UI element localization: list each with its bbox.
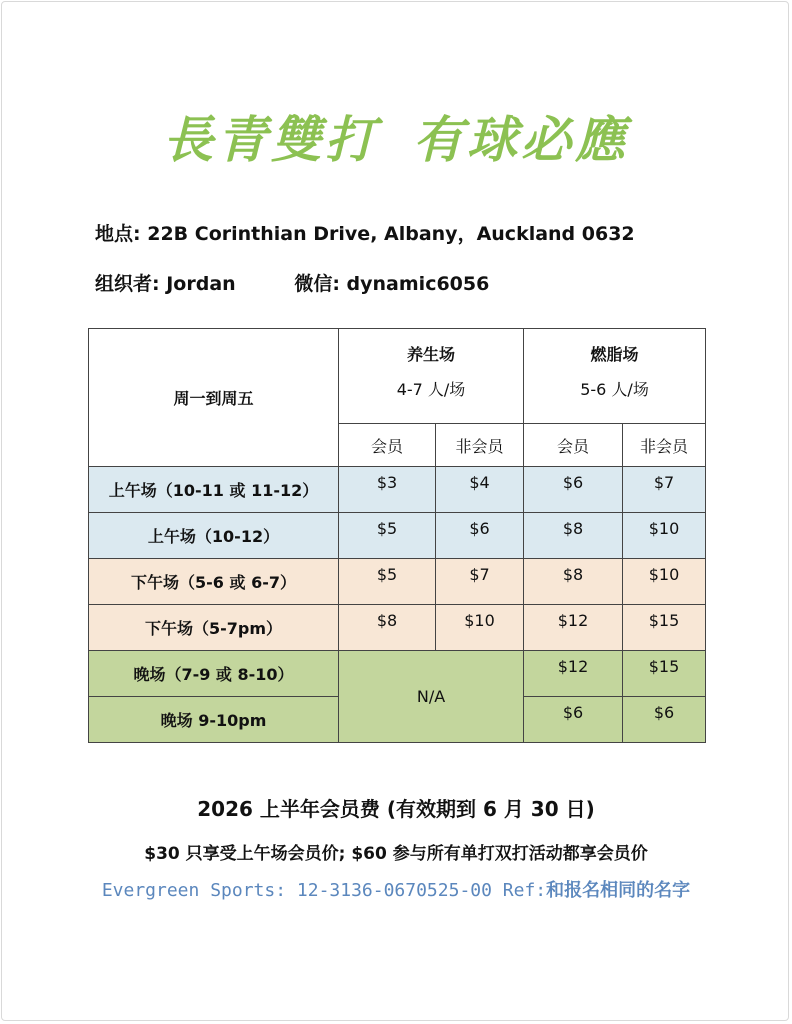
price-cell: $15 [623, 651, 706, 697]
location-label: 地点: [95, 223, 141, 245]
price-cell: $5 [339, 513, 436, 559]
table-row [89, 467, 706, 513]
price-table [88, 328, 706, 743]
price-cell: $12 [524, 651, 623, 697]
price-cell: $3 [339, 467, 436, 513]
membership-fee-detail: $30 只享受上午场会员价; $60 参与所有单打双打活动都享会员价 [144, 844, 648, 864]
price-cell: $6 [524, 697, 623, 743]
row-label: 晚场（7-9 或 8-10） [89, 651, 339, 697]
price-cell: $7 [436, 559, 524, 605]
title-part-1: 長青雙打 [163, 110, 379, 169]
bank-reference: 和报名相同的名字 [546, 880, 691, 901]
header-non-member: 非会员 [436, 424, 524, 467]
organizer-value: Jordan [166, 273, 236, 295]
group-wellness-name: 养生场 [339, 329, 524, 378]
row-label: 下午场（5-7pm） [89, 605, 339, 651]
table-row [89, 559, 706, 605]
header-member: 会员 [524, 424, 623, 467]
wechat-value: dynamic6056 [346, 273, 490, 295]
table-row [89, 605, 706, 651]
table-corner: 周一到周五 [89, 329, 339, 467]
header-member: 会员 [339, 424, 436, 467]
row-label: 上午场（10-11 或 11-12） [89, 467, 339, 513]
group-wellness-capacity: 4-7 人/场 [339, 377, 524, 424]
price-cell: $8 [339, 605, 436, 651]
wechat-label: 微信: [294, 273, 340, 295]
na-cell: N/A [339, 651, 524, 743]
price-cell: $6 [623, 697, 706, 743]
price-cell: $5 [339, 559, 436, 605]
bank-account-line [0, 876, 792, 902]
group-fatburn-capacity: 5-6 人/场 [524, 377, 706, 424]
price-cell: $6 [524, 467, 623, 513]
location-line [95, 219, 635, 246]
row-label: 晚场 9-10pm [89, 697, 339, 743]
group-fatburn-name: 燃脂场 [524, 329, 706, 378]
table-row [89, 651, 706, 697]
page-title [0, 100, 792, 172]
price-cell: $10 [623, 559, 706, 605]
title-part-2: 有球必應 [413, 110, 629, 169]
price-cell: $4 [436, 467, 524, 513]
price-cell: $12 [524, 605, 623, 651]
price-cell: $10 [436, 605, 524, 651]
row-label: 上午场（10-12） [89, 513, 339, 559]
row-label: 下午场（5-6 或 6-7） [89, 559, 339, 605]
price-cell: $10 [623, 513, 706, 559]
price-cell: $15 [623, 605, 706, 651]
price-cell: $8 [524, 559, 623, 605]
membership-fee-title: 2026 上半年会员费 (有效期到 6 月 30 日) [197, 797, 595, 821]
location-value: 22B Corinthian Drive, Albany，Auckland 0632 [147, 223, 635, 245]
table-row [89, 513, 706, 559]
organizer-line [95, 269, 489, 296]
price-cell: $8 [524, 513, 623, 559]
price-cell: $7 [623, 467, 706, 513]
price-cell: $6 [436, 513, 524, 559]
header-non-member: 非会员 [623, 424, 706, 467]
organizer-label: 组织者: [95, 273, 160, 295]
bank-account: Evergreen Sports: 12-3136-0670525-00 Ref: [101, 880, 547, 901]
